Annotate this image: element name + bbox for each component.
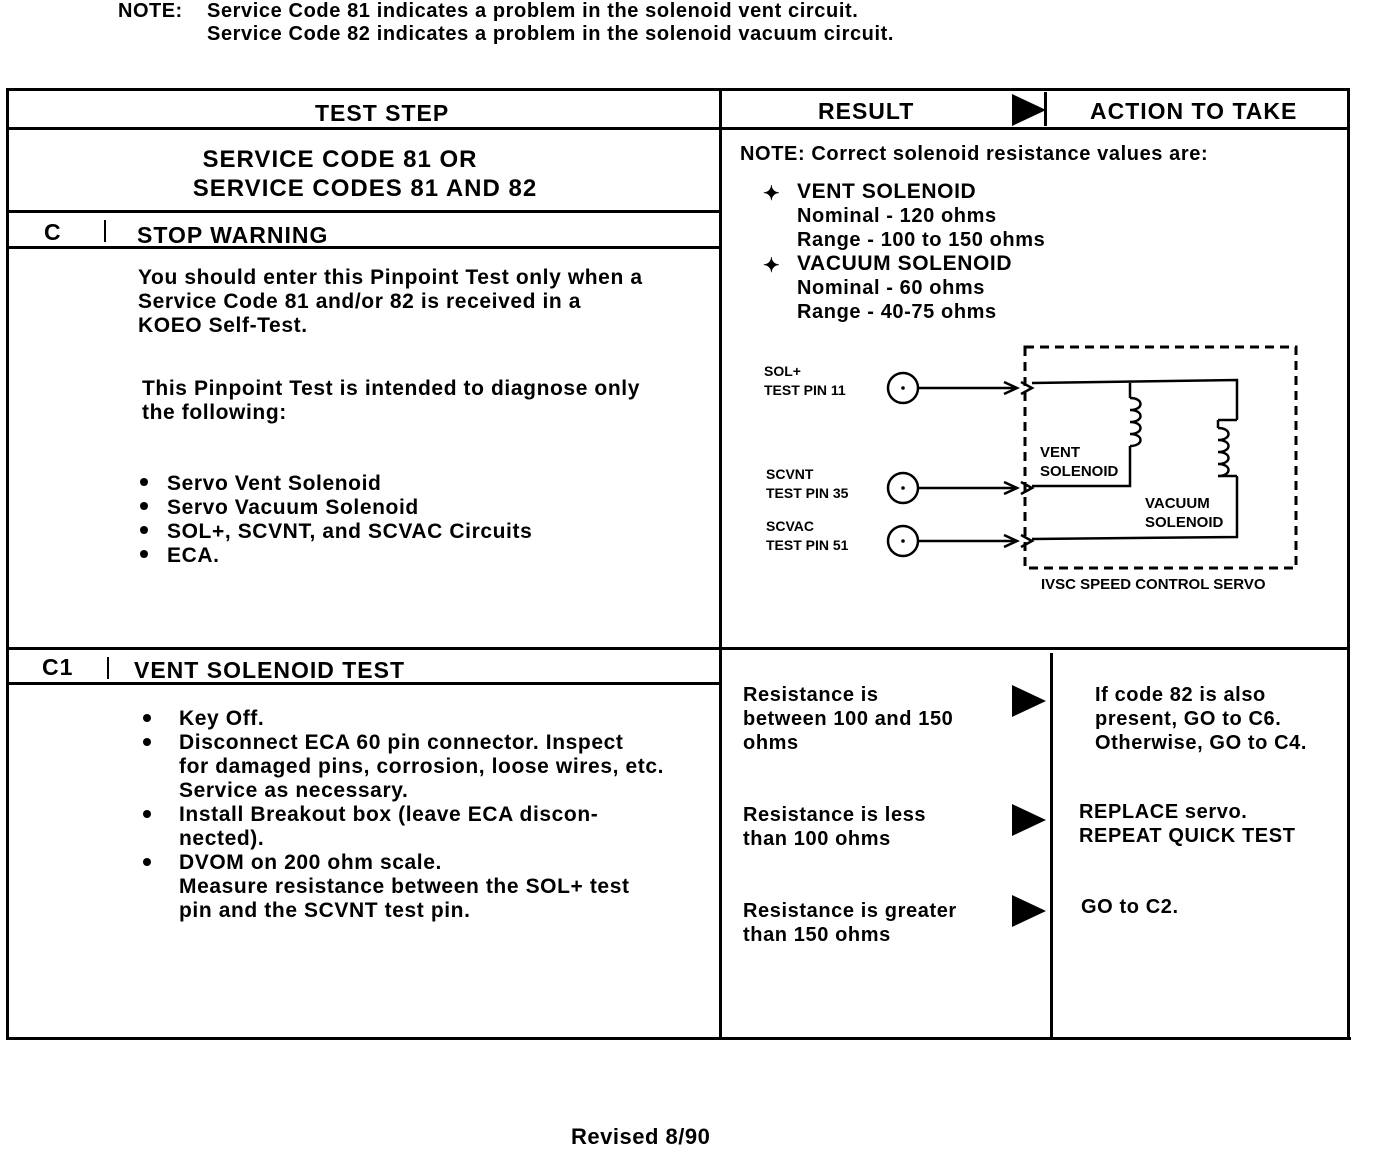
note-line-1: Service Code 81 indicates a problem in the solenoid vent circuit. [207,0,859,22]
servo-label: IVSC SPEED CONTROL SERVO [1041,576,1266,593]
result-1-line-3: ohms [743,732,799,754]
step-divider [107,657,109,679]
pin2-name: SCVNT [766,466,814,482]
note-line-2: Service Code 82 indicates a problem in the solenoid vacuum circuit. [207,23,895,45]
result-1-line-1: Resistance is [743,684,879,706]
action-3: GO to C2. [1081,896,1179,918]
action-2-line-2: REPEAT QUICK TEST [1079,825,1296,847]
result-3-line-1: Resistance is greater [743,900,957,922]
header-action: ACTION TO TAKE [1090,98,1298,124]
para1-line-3: KOEO Self-Test. [138,314,308,337]
para2-line-2: the following: [142,401,287,424]
scope-item-4: ECA. [167,544,220,567]
scope-item-2: Servo Vacuum Solenoid [167,496,419,519]
c1-step-2-line-2: for damaged pins, corrosion, loose wires, etc. [179,755,665,778]
bullet-icon [143,714,151,722]
bullet-icon [140,502,148,510]
scope-item-1: Servo Vent Solenoid [167,472,382,495]
step-id-c1: C1 [42,654,74,680]
result-arrow-icon [1012,94,1046,126]
bullet-icon [140,526,148,534]
header-result: RESULT [818,98,915,124]
step-title-vent-solenoid-test: VENT SOLENOID TEST [134,657,406,683]
pin3-label: TEST PIN 51 [766,537,849,553]
result-2-line-2: than 100 ohms [743,828,891,850]
bullet-icon [140,550,148,558]
section-title-line-1: SERVICE CODE 81 OR [202,146,478,173]
resistance-note: NOTE: Correct solenoid resistance values are: [740,143,1209,165]
vacuum-coil-icon [1218,428,1229,476]
result-arrow-icon [1012,895,1046,927]
wiring-diagram [740,340,1320,600]
step-title-stop-warning: STOP WARNING [137,222,329,248]
vent-solenoid-title: VENT SOLENOID [797,180,977,203]
result-arrow-icon [1012,804,1046,836]
vacuum-label-2: SOLENOID [1145,514,1224,531]
scope-item-3: SOL+, SCVNT, and SCVAC Circuits [167,520,533,543]
result-3-line-2: than 150 ohms [743,924,891,946]
pin1-name: SOL+ [764,363,801,379]
bullet-icon [143,810,151,818]
step-divider [104,220,106,242]
c1-step-2-line-3: Service as necessary. [179,779,409,802]
bullet-icon [140,478,148,486]
note-label: NOTE: [118,0,183,22]
vent-coil-icon [1130,398,1141,446]
step-id-c: C [44,219,62,245]
vent-label-1: VENT [1040,444,1081,461]
result-2-line-1: Resistance is less [743,804,927,826]
para1-line-1: You should enter this Pinpoint Test only when a [138,266,643,289]
vacuum-range: Range - 40-75 ohms [797,301,997,323]
header-test-step: TEST STEP [315,100,450,126]
para2-line-1: This Pinpoint Test is intended to diagnose only [142,377,640,400]
pin1-label: TEST PIN 11 [764,382,846,398]
vacuum-label-1: VACUUM [1145,495,1210,512]
result-arrow-icon [1012,685,1046,717]
bullet-icon [143,738,151,746]
action-1-line-2: present, GO to C6. [1095,708,1282,730]
vent-nominal: Nominal - 120 ohms [797,205,997,227]
vacuum-solenoid-title: VACUUM SOLENOID [797,252,1013,275]
c1-step-3-line-1: Install Breakout box (leave ECA discon- [179,803,599,826]
action-1-line-3: Otherwise, GO to C4. [1095,732,1308,754]
pin3-name: SCVAC [766,518,814,534]
vent-label-2: SOLENOID [1040,463,1119,480]
vent-range: Range - 100 to 150 ohms [797,229,1046,251]
c1-step-2-line-1: Disconnect ECA 60 pin connector. Inspect [179,731,624,754]
vacuum-nominal: Nominal - 60 ohms [797,277,986,299]
sparkle-icon: ✦ [763,255,781,277]
action-2-line-1: REPLACE servo. [1079,801,1248,823]
section-title-line-2: SERVICE CODES 81 AND 82 [192,175,538,202]
pin2-label: TEST PIN 35 [766,485,849,501]
c1-step-4-line-1: DVOM on 200 ohm scale. [179,851,442,874]
revised-date: Revised 8/90 [571,1124,711,1149]
c1-step-1: Key Off. [179,707,265,730]
c1-step-3-line-2: nected). [179,827,265,850]
sparkle-icon: ✦ [763,183,781,205]
c1-step-4-line-2: Measure resistance between the SOL+ test [179,875,630,898]
action-1-line-1: If code 82 is also [1095,684,1266,706]
bullet-icon [143,858,151,866]
c1-step-4-line-3: pin and the SCVNT test pin. [179,899,471,922]
para1-line-2: Service Code 81 and/or 82 is received in a [138,290,582,313]
result-1-line-2: between 100 and 150 [743,708,954,730]
